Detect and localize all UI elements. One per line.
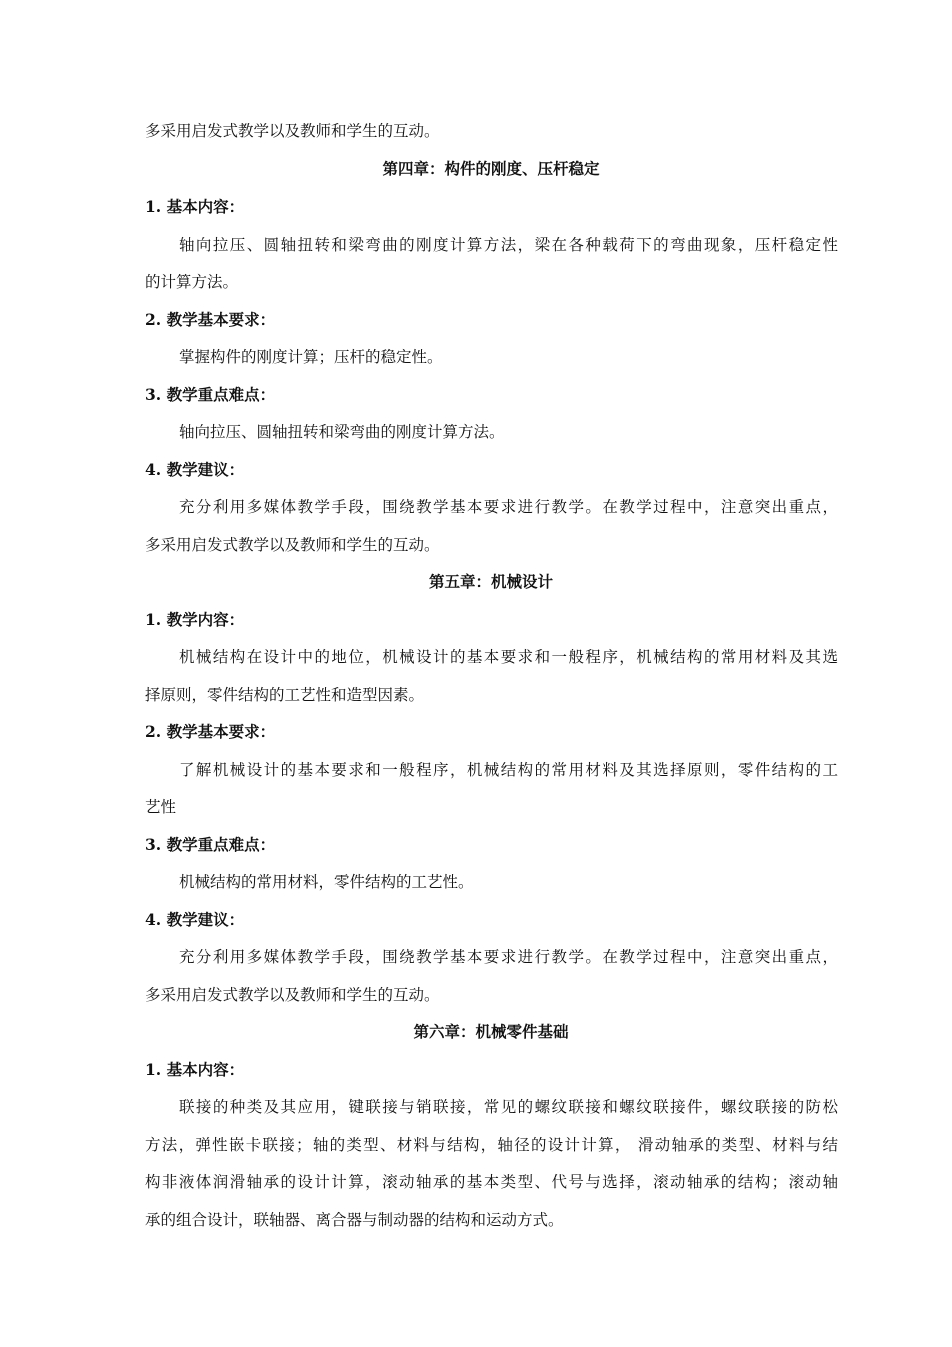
section-heading: 3. 教学重点难点：: [145, 835, 276, 854]
section-heading: 4. 教学建议：: [145, 910, 245, 929]
paragraph-line: 方法，弹性嵌卡联接；轴的类型、材料与结构，轴径的设计计算， 滑动轴承的类型、材料与结: [145, 1136, 838, 1154]
section-heading: 2. 教学基本要求：: [145, 722, 276, 741]
paragraph-line: 轴向拉压、圆轴扭转和梁弯曲的刚度计算方法。: [179, 423, 505, 441]
paragraph-line: 的计算方法。: [145, 273, 239, 291]
paragraph-line: 轴向拉压、圆轴扭转和梁弯曲的刚度计算方法，梁在各种载荷下的弯曲现象，压杆稳定性: [179, 236, 838, 254]
paragraph-line: 机械结构在设计中的地位，机械设计的基本要求和一般程序，机械结构的常用材料及其选: [179, 648, 838, 666]
paragraph-line: 多采用启发式教学以及教师和学生的互动。: [145, 986, 440, 1004]
section-heading: 1. 基本内容：: [145, 1060, 245, 1079]
paragraph-line: 充分利用多媒体教学手段，围绕教学基本要求进行教学。在教学过程中，注意突出重点，: [179, 498, 838, 516]
paragraph-line: 机械结构的常用材料，零件结构的工艺性。: [179, 873, 474, 891]
paragraph-line: 多采用启发式教学以及教师和学生的互动。: [145, 536, 440, 554]
section-heading: 2. 教学基本要求：: [145, 310, 276, 329]
paragraph-line: 多采用启发式教学以及教师和学生的互动。: [145, 122, 440, 140]
paragraph-line: 构非液体润滑轴承的设计计算，滚动轴承的基本类型、代号与选择，滚动轴承的结构；滚动轴: [145, 1173, 838, 1191]
paragraph-line: 掌握构件的刚度计算；压杆的稳定性。: [179, 348, 443, 366]
chapter-6-heading: 第六章：机械零件基础: [413, 1022, 569, 1041]
chapter-4-heading: 第四章：构件的刚度、压杆稳定: [382, 159, 600, 178]
chapter-5-heading: 第五章：机械设计: [428, 572, 553, 591]
paragraph-line: 充分利用多媒体教学手段，围绕教学基本要求进行教学。在教学过程中，注意突出重点，: [179, 948, 838, 966]
section-heading: 1. 教学内容：: [145, 610, 245, 629]
section-heading: 3. 教学重点难点：: [145, 385, 276, 404]
paragraph-line: 了解机械设计的基本要求和一般程序，机械结构的常用材料及其选择原则，零件结构的工: [179, 761, 838, 779]
paragraph-line: 承的组合设计，联轴器、离合器与制动器的结构和运动方式。: [145, 1211, 564, 1229]
section-heading: 4. 教学建议：: [145, 460, 245, 479]
section-heading: 1. 基本内容：: [145, 197, 245, 216]
paragraph-line: 择原则，零件结构的工艺性和造型因素。: [145, 686, 425, 704]
paragraph-line: 艺性: [145, 798, 177, 816]
paragraph-line: 联接的种类及其应用，键联接与销联接，常见的螺纹联接和螺纹联接件，螺纹联接的防松: [179, 1098, 838, 1116]
